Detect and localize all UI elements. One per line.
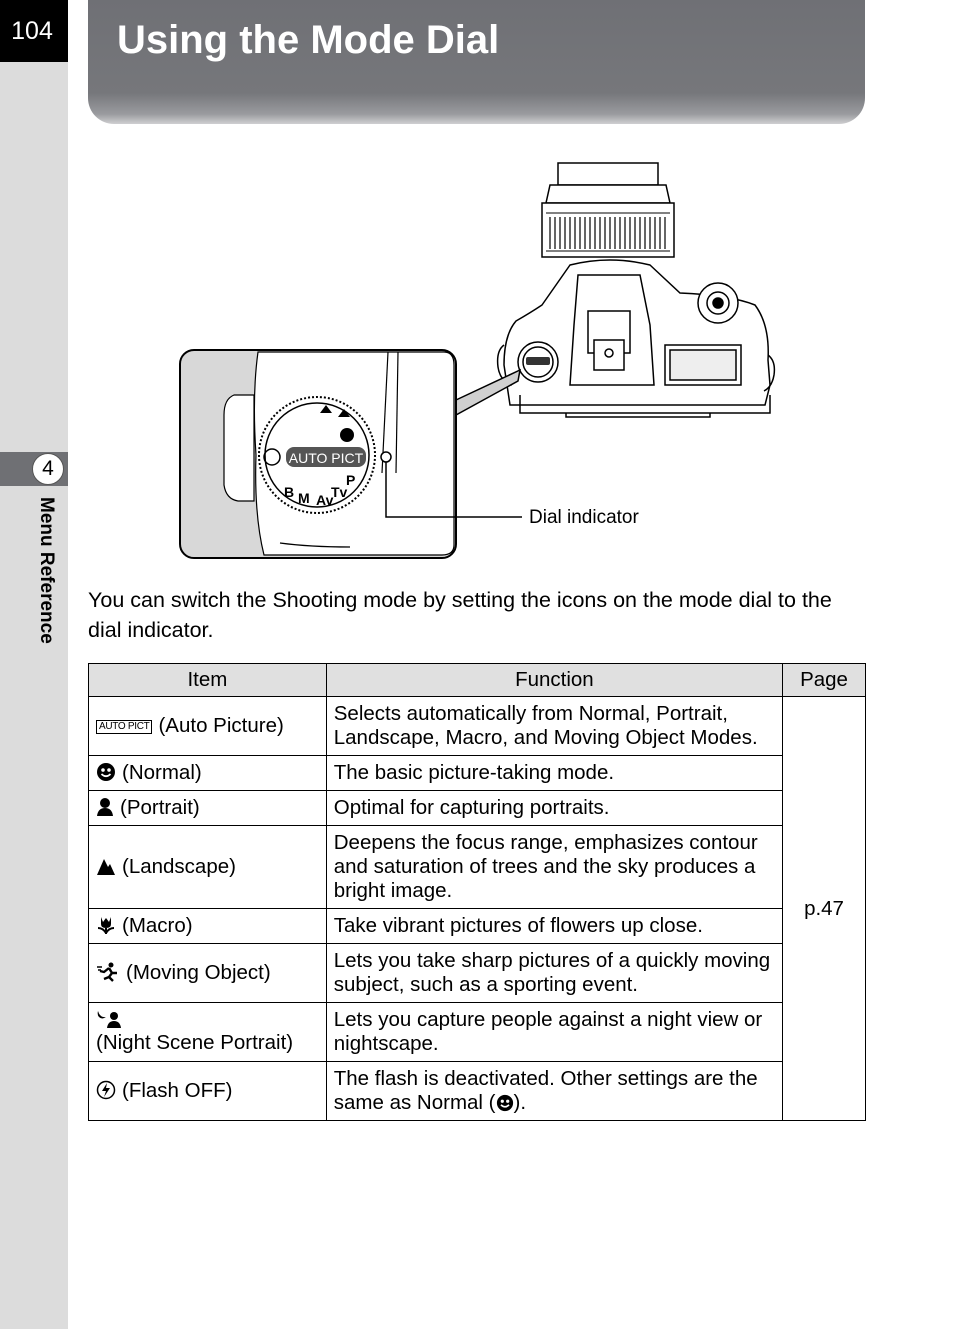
mode-dial-closeup bbox=[180, 350, 456, 558]
page-number-box bbox=[0, 0, 68, 62]
table-row bbox=[89, 826, 866, 909]
function-text-suffix: ). bbox=[513, 1091, 527, 1114]
function-cell: Selects automatically from Normal, Portrait, Landscape, Macro, and Moving Object Modes. bbox=[326, 697, 782, 756]
dial-letter-tv: Tv bbox=[331, 484, 348, 500]
item-cell bbox=[89, 1062, 327, 1121]
dial-auto-pict-label: AUTO PICT bbox=[288, 450, 364, 466]
function-cell bbox=[326, 1062, 782, 1121]
chapter-number: 4 bbox=[32, 453, 64, 485]
function-cell: Deepens the focus range, emphasizes contour and saturation of trees and the sky produces a bright image. bbox=[326, 826, 782, 909]
table-row bbox=[89, 756, 866, 791]
item-label: (Flash OFF) bbox=[122, 1079, 233, 1102]
auto-picture-icon: AUTO PICT bbox=[96, 720, 152, 734]
table-row bbox=[89, 944, 866, 1003]
item-label: (Moving Object) bbox=[126, 961, 271, 984]
item-cell bbox=[89, 697, 327, 756]
item-label: (Normal) bbox=[122, 761, 202, 784]
table-row bbox=[89, 909, 866, 944]
page-reference: p.47 bbox=[783, 697, 866, 1121]
item-label: (Landscape) bbox=[122, 855, 236, 878]
item-cell bbox=[89, 909, 327, 944]
header-page: Page bbox=[783, 664, 866, 697]
portrait-icon bbox=[96, 797, 114, 817]
dial-indicator-label: Dial indicator bbox=[529, 507, 639, 528]
macro-icon bbox=[96, 915, 116, 935]
function-cell: Optimal for capturing portraits. bbox=[326, 791, 782, 826]
dial-letter-p: P bbox=[346, 472, 356, 488]
side-margin-strip bbox=[0, 0, 68, 1329]
page-title: Using the Mode Dial bbox=[117, 18, 500, 62]
item-label: (Portrait) bbox=[120, 796, 200, 819]
table-header-row bbox=[89, 664, 866, 697]
flash-off-icon bbox=[96, 1080, 116, 1100]
table-row bbox=[89, 791, 866, 826]
function-cell: Lets you capture people against a night view or nightscape. bbox=[326, 1003, 782, 1062]
intro-paragraph: You can switch the Shooting mode by setting the icons on the mode dial to the dial indicator. bbox=[88, 588, 832, 642]
item-label: (Night Scene Portrait) bbox=[96, 1031, 294, 1054]
moving-object-icon bbox=[96, 962, 120, 982]
function-text-prefix: The flash is deactivated. Other settings are the same as Normal ( bbox=[333, 1067, 758, 1114]
item-cell bbox=[89, 944, 327, 1003]
function-cell: Lets you take sharp pictures of a quickly moving subject, such as a sporting event. bbox=[326, 944, 782, 1003]
item-label: (Auto Picture) bbox=[158, 714, 284, 737]
landscape-icon bbox=[96, 856, 116, 876]
header-function: Function bbox=[326, 664, 782, 697]
shooting-mode-table bbox=[88, 663, 866, 1121]
camera-illustration bbox=[170, 155, 790, 565]
item-label: (Macro) bbox=[122, 914, 193, 937]
item-cell bbox=[89, 756, 327, 791]
item-cell bbox=[89, 826, 327, 909]
item-cell bbox=[89, 1003, 327, 1062]
night-scene-portrait-icon bbox=[96, 1009, 124, 1029]
dial-letter-m: M bbox=[298, 490, 310, 506]
function-cell: Take vibrant pictures of flowers up close. bbox=[326, 909, 782, 944]
normal-mode-icon bbox=[496, 1094, 514, 1112]
page-number: 104 bbox=[11, 17, 53, 45]
chapter-title: Menu Reference bbox=[36, 497, 57, 644]
function-cell: The basic picture-taking mode. bbox=[326, 756, 782, 791]
camera-top-view bbox=[498, 163, 775, 417]
table-row bbox=[89, 697, 866, 756]
dial-letter-av: Av bbox=[316, 492, 334, 508]
normal-mode-icon bbox=[96, 762, 116, 782]
header-item: Item bbox=[89, 664, 327, 697]
dial-letter-b: B bbox=[284, 484, 295, 500]
table-row bbox=[89, 1062, 866, 1121]
item-cell bbox=[89, 791, 327, 826]
table-row bbox=[89, 1003, 866, 1062]
